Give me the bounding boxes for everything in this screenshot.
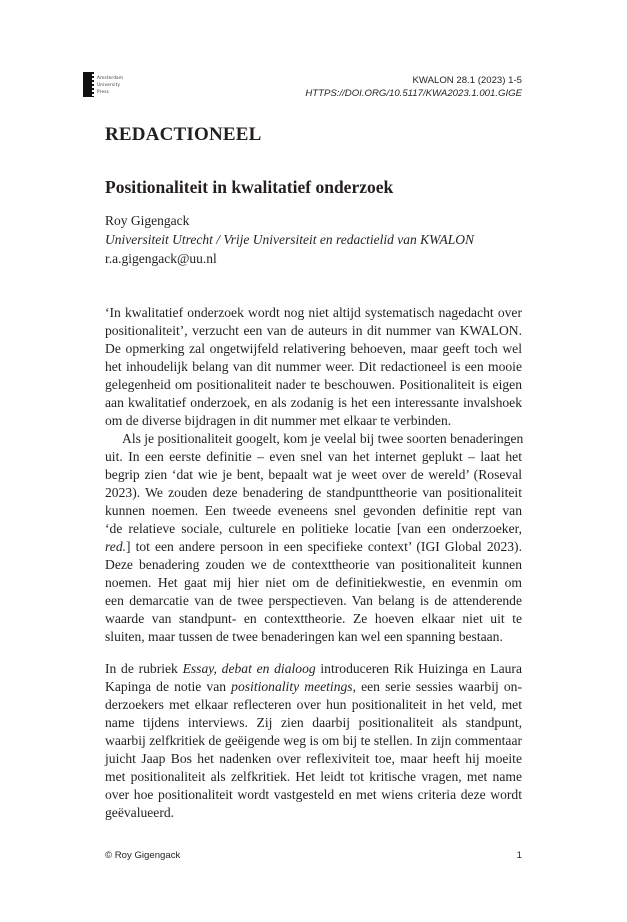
text-segment: ] tot een andere persoon in een specifieke context’ (IGI Global 2023). bbox=[126, 539, 522, 554]
text-line bbox=[105, 412, 522, 430]
text-line bbox=[105, 574, 522, 592]
text-line bbox=[105, 448, 522, 466]
text-line bbox=[105, 376, 522, 394]
text-segment: , een serie sessies waarbij on- bbox=[352, 679, 522, 694]
article-title: Positionaliteit in kwalitatief onderzoek bbox=[105, 177, 394, 197]
text-segment: om de diverse bijdragen in dit nummer met elkaar te verbinden. bbox=[105, 413, 452, 428]
text-segment: Kapinga de notie van bbox=[105, 679, 232, 694]
text-segment: het inhoudelijk belang van dit nummer weer. Dit redactioneel is een mooie bbox=[105, 359, 522, 374]
text-line bbox=[105, 466, 522, 484]
text-segment: juicht Jaap Bos het nadenken over reflexiviteit toe, maar heeft hij moeite bbox=[105, 751, 522, 766]
paragraph bbox=[105, 660, 522, 822]
text-line bbox=[105, 538, 522, 556]
text-line bbox=[105, 768, 522, 786]
text-line bbox=[105, 592, 522, 610]
text-segment: noemen. Het gaat mij hier niet om de definitiekwestie, en evenmin om bbox=[105, 575, 522, 590]
author-affiliation: Universiteit Utrecht / Vrije Universiteit en redactielid van KWALON bbox=[105, 232, 474, 247]
text-segment: geëvalueerd. bbox=[105, 805, 175, 820]
text-segment: In de rubriek bbox=[105, 661, 183, 676]
journal-citation: KWALON 28.1 (2023) 1-5 bbox=[412, 75, 522, 86]
author-email[interactable]: r.a.gigengack@uu.nl bbox=[105, 251, 217, 266]
logo-line: University bbox=[97, 82, 121, 87]
text-line bbox=[105, 484, 522, 502]
page-number: 1 bbox=[516, 850, 522, 861]
text-segment: waarde van standpunt- en contexttheorie. Ze hoeven elkaar niet uit te bbox=[105, 611, 522, 626]
text-line bbox=[105, 628, 522, 646]
copyright-notice: © Roy Gigengack bbox=[105, 850, 181, 861]
text-segment: Deze benadering zouden we de contexttheorie van positionaliteit kunnen bbox=[105, 557, 522, 572]
text-segment: begrip zien ‘dat wie je bent, bepaalt wat je weet over de wereld’ (Roseval bbox=[105, 467, 522, 482]
logo-line: Press bbox=[97, 89, 110, 94]
text-line bbox=[105, 714, 522, 732]
text-line bbox=[105, 610, 522, 628]
text-line bbox=[105, 358, 522, 376]
text-segment: sluiten, maar tussen de twee benaderingen kan wel een spanning bestaan. bbox=[105, 629, 503, 644]
publisher-logo-text bbox=[97, 74, 123, 95]
text-segment: name tijdens interviews. Zij zien daarbij positionaliteit als standpunt, bbox=[105, 715, 522, 730]
text-line bbox=[105, 340, 522, 358]
text-segment: introduceren Rik Huizinga en Laura bbox=[315, 661, 522, 676]
paragraph bbox=[105, 430, 522, 646]
text-segment: ‘In kwalitatief onderzoek wordt nog niet altijd systematisch nagedacht over bbox=[105, 305, 522, 320]
text-line bbox=[105, 696, 522, 714]
text-line bbox=[105, 520, 522, 538]
text-segment: 2023). We zouden deze benadering de standpunttheorie van positionaliteit bbox=[105, 485, 522, 500]
text-segment: ‘de relatieve sociale, culturele en politieke locatie [van een onderzoeker, bbox=[105, 521, 522, 536]
text-line bbox=[105, 786, 522, 804]
text-line bbox=[105, 502, 522, 520]
text-segment: De opmerking zal ongetwijfeld relativering behoeven, maar geeft toch wel bbox=[105, 341, 522, 356]
italic-text: red. bbox=[105, 539, 127, 554]
text-segment: Als je positionaliteit googelt, kom je veelal bij twee soorten benaderingen bbox=[122, 431, 524, 446]
italic-text: positionality meetings bbox=[231, 679, 353, 694]
text-segment: derzoekers met elkaar reflecteren over hun positionaliteit in het veld, met bbox=[105, 697, 522, 712]
text-segment: positionaliteit’, verzucht een van de auteurs in dit nummer van KWALON. bbox=[105, 323, 522, 338]
text-line bbox=[105, 732, 522, 750]
logo-line: Amsterdam bbox=[97, 75, 124, 80]
text-line bbox=[105, 678, 522, 696]
text-segment: een demarcatie van de twee perspectieven. Van belang is de attenderende bbox=[105, 593, 522, 608]
paragraph bbox=[105, 304, 522, 430]
text-line bbox=[105, 750, 522, 768]
text-segment: over hoe positionaliteit wordt vastgesteld en met wiens criteria deze wordt bbox=[105, 787, 522, 802]
text-segment: aan kwalitatief onderzoek, en als zodanig is het een interessante invalshoek bbox=[105, 395, 522, 410]
section-heading: REDACTIONEEL bbox=[105, 124, 262, 145]
text-segment: waarbij zelfkritiek de geëigende weg is om bij te stellen. In zijn commentaar bbox=[105, 733, 522, 748]
publisher-logo-mark bbox=[83, 72, 92, 97]
text-segment: met positionaliteit als zelfkritiek. Het leidt tot kritische vragen, met name bbox=[105, 769, 522, 784]
text-segment: kunnen noemen. Een tweede eveneens snel gevonden definitie rept van bbox=[105, 503, 522, 518]
author-name: Roy Gigengack bbox=[105, 213, 190, 228]
text-line bbox=[105, 556, 522, 574]
italic-text: Essay, debat en dialoog bbox=[182, 661, 316, 676]
text-line bbox=[105, 804, 522, 822]
text-line bbox=[105, 394, 522, 412]
text-segment: gelegenheid om positionaliteit nader te beschouwen. Positionaliteit is eigen bbox=[105, 377, 522, 392]
text-segment: uit. In een eerste definitie – even snel van het internet geplukt – laat het bbox=[105, 449, 522, 464]
text-line bbox=[105, 430, 522, 448]
text-line bbox=[105, 322, 522, 340]
text-line bbox=[105, 660, 522, 678]
text-line bbox=[105, 304, 522, 322]
doi-link[interactable]: HTTPS://DOI.ORG/10.5117/KWA2023.1.001.GIGE bbox=[305, 88, 522, 99]
